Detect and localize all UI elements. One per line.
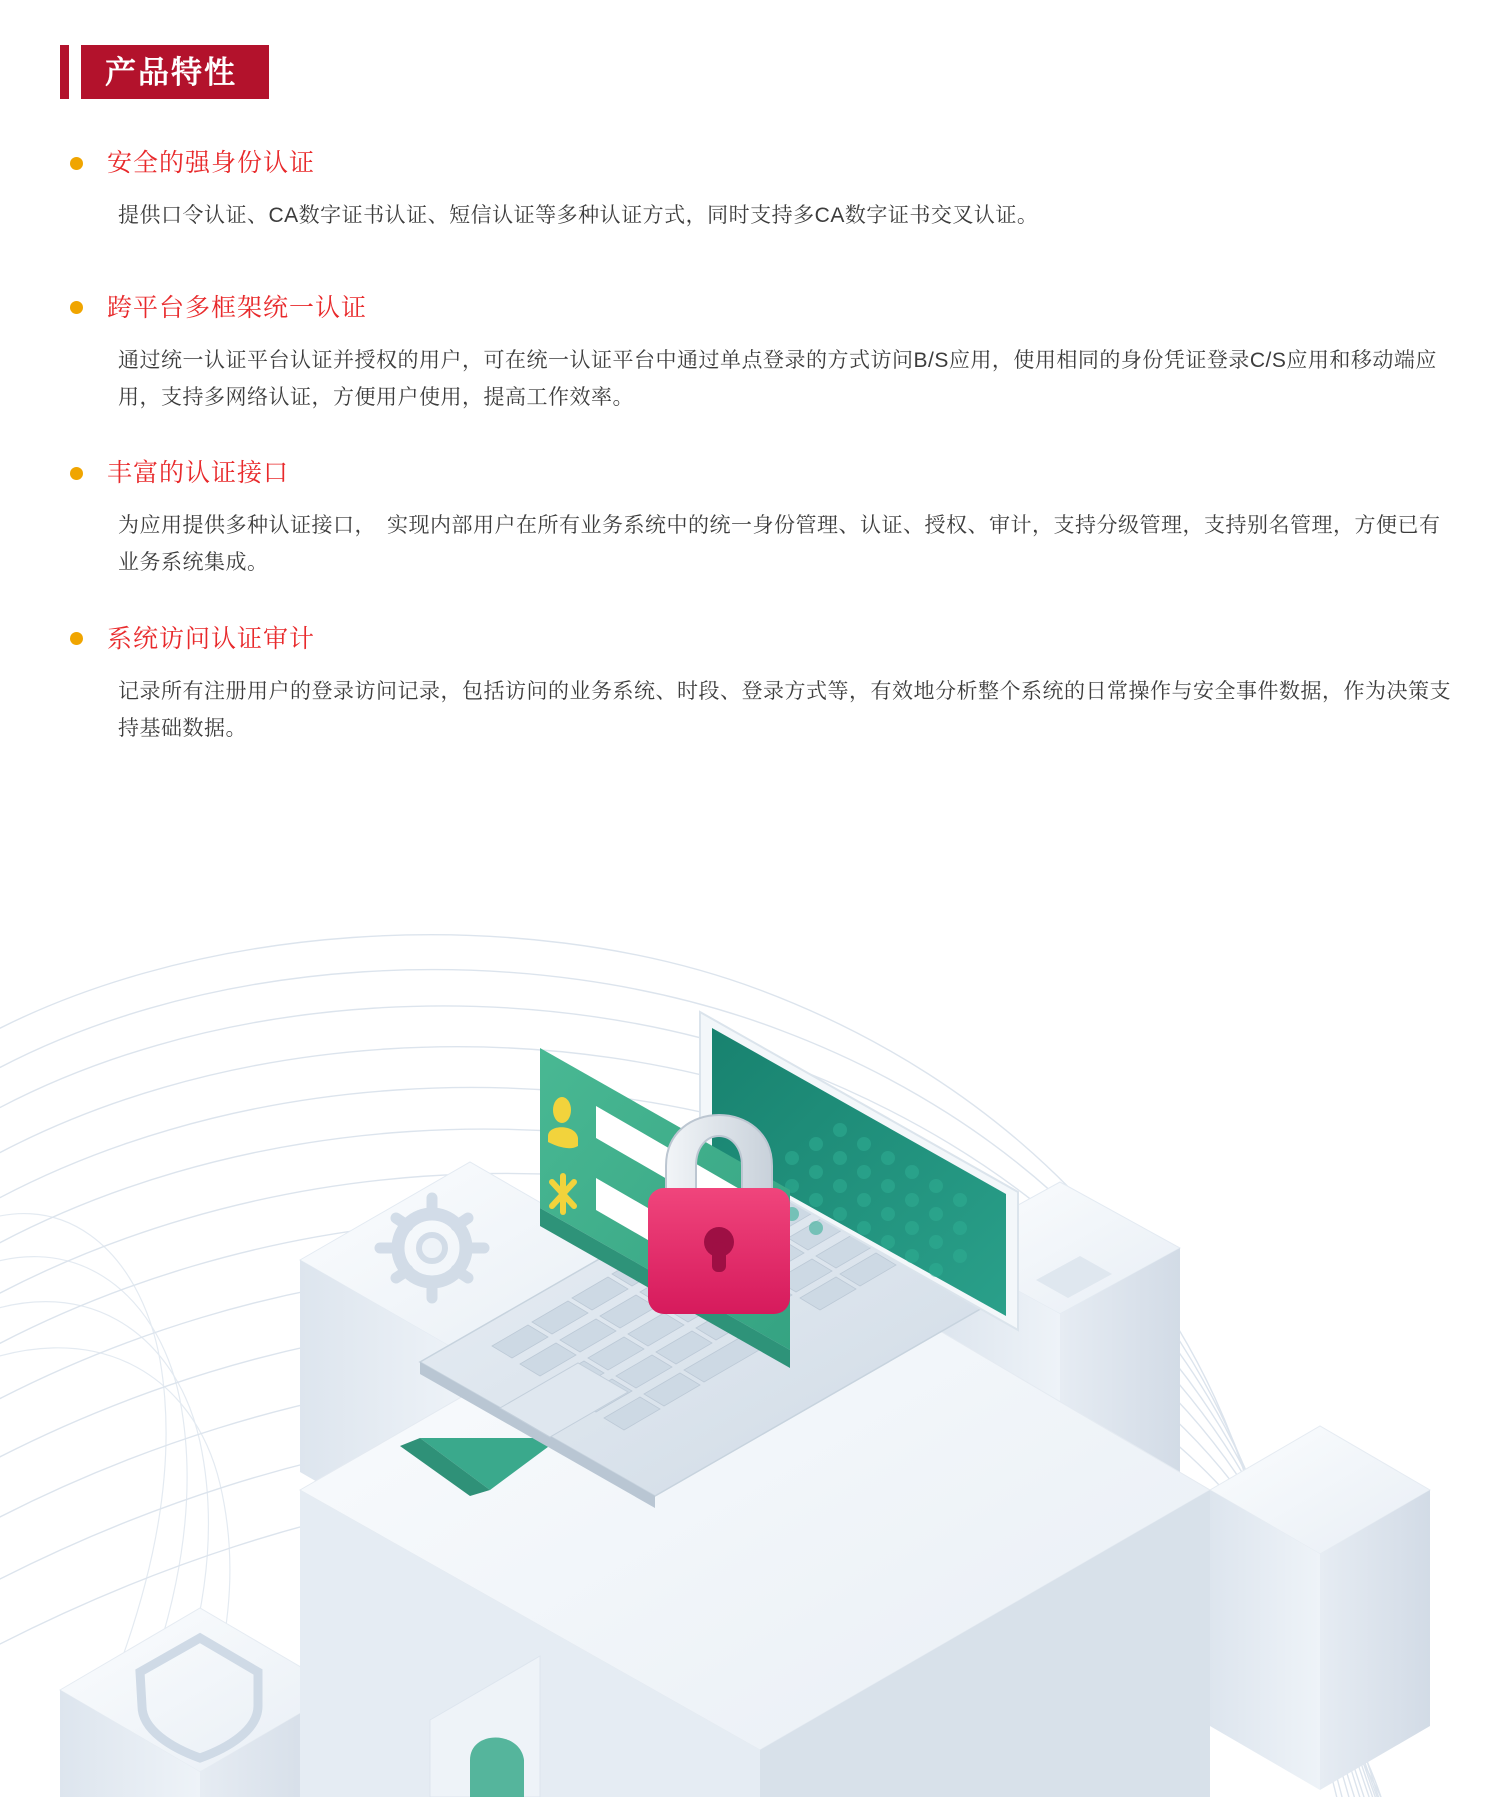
illustration-container xyxy=(0,930,1500,1797)
feature-heading xyxy=(60,624,1460,654)
feature-title: 系统访问认证审计 xyxy=(107,624,316,653)
feature-list xyxy=(60,148,1460,789)
bullet-dot-icon xyxy=(70,467,83,480)
bullet-dot-icon xyxy=(70,632,83,645)
bullet-dot-icon xyxy=(70,301,83,314)
header-accent-bar xyxy=(60,45,69,99)
feature-title: 跨平台多框架统一认证 xyxy=(107,293,368,322)
feature-body: 记录所有注册用户的登录访问记录，包括访问的业务系统、时段、登录方式等，有效地分析整个系统的日常操作与安全事件数据，作为决策支持基础数据。 xyxy=(118,679,1451,740)
feature-body: 提供口令认证、CA数字证书认证、短信认证等多种认证方式，同时支持多CA数字证书交叉认证。 xyxy=(118,204,1039,227)
feature-body: 为应用提供多种认证接口， 实现内部用户在所有业务系统中的统一身份管理、认证、授权、审计，支持分级管理，支持别名管理，方便已有业务系统集成。 xyxy=(118,514,1441,574)
feature-item xyxy=(60,148,1460,235)
feature-body: 通过统一认证平台认证并授权的用户，可在统一认证平台中通过单点登录的方式访问B/S应用，使用相同的身份凭证登录C/S应用和移动端应用，支持多网络认证，方便用户使用，提高工作效率。 xyxy=(118,348,1437,409)
feature-heading xyxy=(60,148,1460,178)
bullet-dot-icon xyxy=(70,157,83,170)
feature-item xyxy=(60,293,1460,417)
isometric-illustration xyxy=(0,930,1500,1797)
header-gap xyxy=(69,45,81,99)
section-header xyxy=(60,45,269,99)
feature-item xyxy=(60,458,1460,582)
bottom-left-box xyxy=(60,1608,340,1797)
feature-heading xyxy=(60,458,1460,488)
far-right-box xyxy=(1210,1426,1430,1790)
header-title-block xyxy=(81,45,269,99)
feature-heading xyxy=(60,293,1460,323)
feature-title: 安全的强身份认证 xyxy=(107,149,316,177)
feature-item xyxy=(60,624,1460,748)
gear-icon xyxy=(380,1198,484,1298)
page-title: 产品特性 xyxy=(105,54,237,90)
feature-title: 丰富的认证接口 xyxy=(107,459,290,488)
